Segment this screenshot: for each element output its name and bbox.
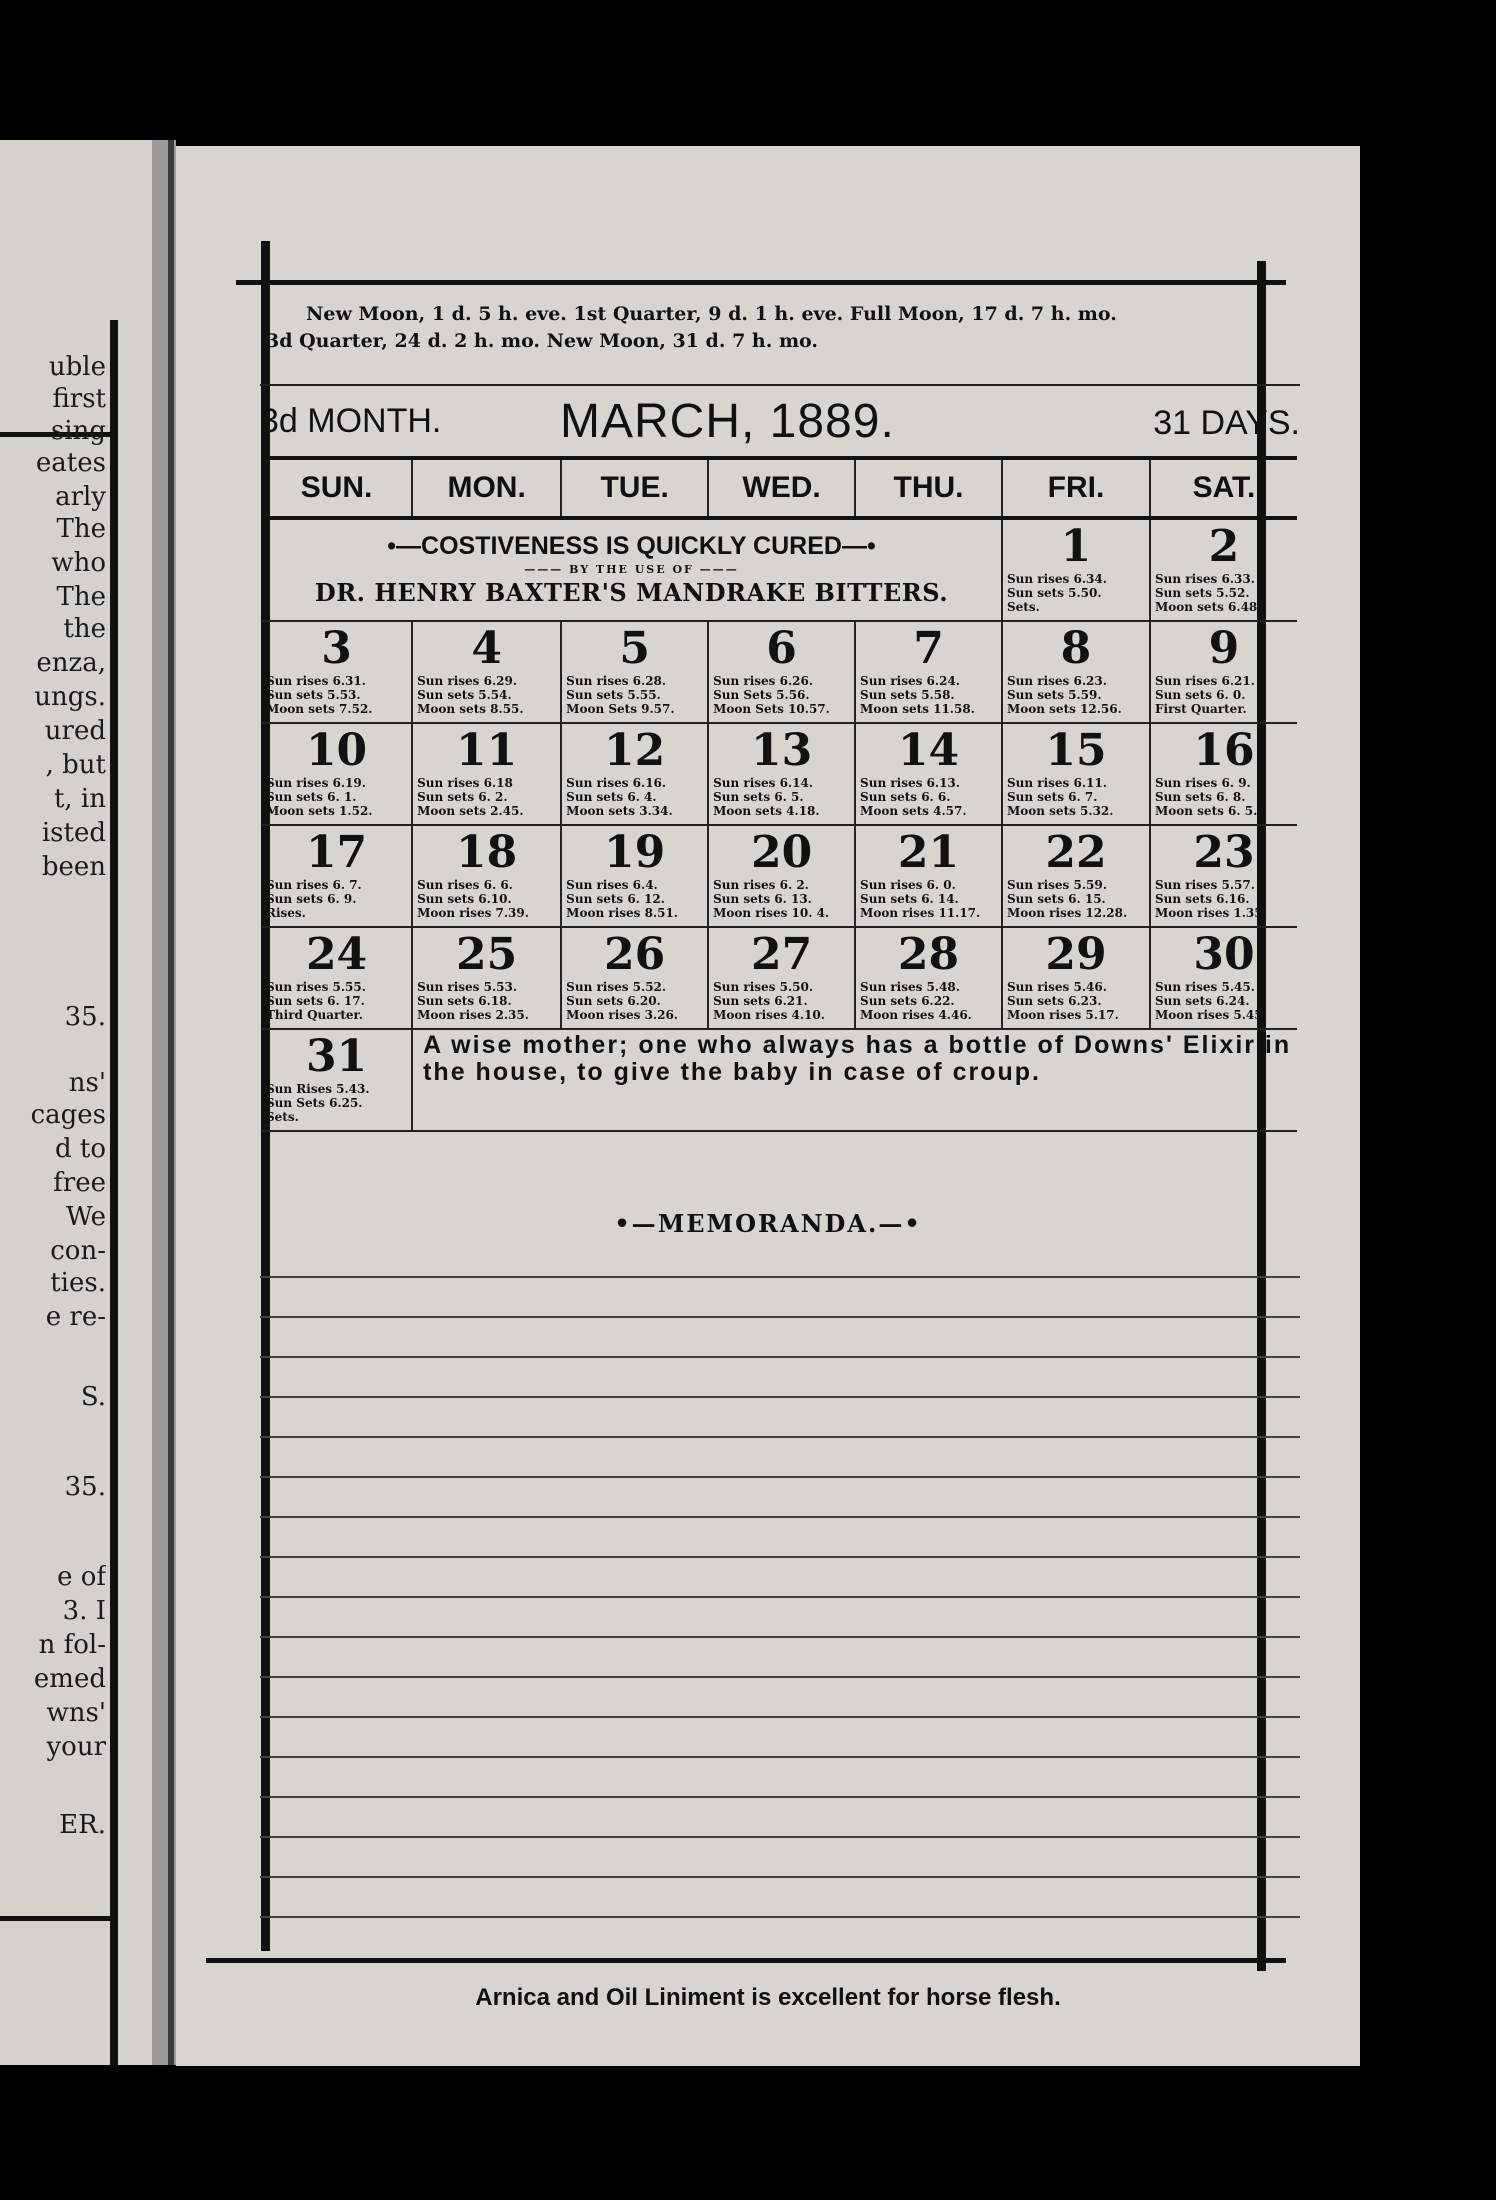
moon-phases	[266, 301, 1296, 355]
month-days-count: 31 DAYS.	[1153, 404, 1300, 442]
sunrise-text: Sun rises 6.34.	[1006, 572, 1107, 586]
day-number: 13	[750, 725, 813, 776]
moon-text: Moon sets 2.45.	[417, 804, 524, 818]
sunrise-text: Sun rises 6.24.	[860, 674, 960, 688]
day-cell	[1150, 825, 1297, 927]
sunrise-text: Sun rises 5.45.	[1154, 980, 1255, 994]
sunrise-text: Sun rises 6.13.	[860, 776, 960, 790]
left-page-fragment-line: , but	[45, 750, 106, 780]
memoranda-rule	[260, 1596, 1300, 1598]
sunset-text: Sun sets 6.22.	[860, 994, 955, 1008]
day-cell	[855, 927, 1002, 1029]
day-cell	[1150, 621, 1297, 723]
sunrise-text: Sun rises 6.33.	[1154, 572, 1255, 586]
sunset-text: Sun sets 5.54.	[417, 688, 512, 702]
left-page-fragment-line: 35.	[64, 1472, 106, 1502]
sunset-text: Sun sets 6. 6.	[860, 790, 951, 804]
month-title: MARCH, 1889.	[560, 395, 895, 448]
almanac-page	[176, 146, 1360, 2066]
weekday-sat: SAT.	[1150, 458, 1297, 518]
sunrise-text: Sun rises 6.21.	[1154, 674, 1255, 688]
day-number: 16	[1193, 725, 1255, 776]
left-page-fragment-line: The	[56, 514, 106, 544]
moon-text: Sets.	[1006, 600, 1040, 614]
sunrise-text: Sun rises 6.18	[417, 776, 513, 790]
advert-headline: •—COSTIVENESS IS QUICKLY CURED—•	[387, 532, 876, 560]
sunset-text: Sun sets 6. 9.	[266, 892, 357, 906]
left-page-fragment-line: ER.	[59, 1810, 106, 1840]
left-page-fragment-line: eates	[35, 448, 106, 478]
memoranda-rule	[260, 1516, 1300, 1518]
sunrise-text: Sun rises 6. 7.	[266, 878, 362, 892]
sunrise-text: Sun rises 6. 9.	[1154, 776, 1251, 790]
left-page-fragment-line: d to	[54, 1134, 106, 1164]
sunrise-text: Sun rises 6.14.	[713, 776, 814, 790]
week-row	[262, 825, 1297, 927]
memoranda-rule	[260, 1716, 1300, 1718]
moon-text: Moon rises 7.39.	[417, 906, 529, 920]
left-page-fragment-line: 3. I	[62, 1596, 106, 1626]
moon-phases-line: New Moon, 1 d. 5 h. eve. 1st Quarter, 9 d. 1 h. eve. Full Moon, 17 d. 7 h. mo.	[306, 303, 1117, 325]
left-page-fragment-line: sing	[50, 416, 106, 446]
sunrise-text: Sun rises 5.50.	[713, 980, 814, 994]
left-page-fragment-line: cages	[30, 1100, 106, 1130]
left-page-fragment-line: 35.	[64, 1002, 106, 1032]
memoranda-heading: •—MEMORANDA.—•	[614, 1209, 922, 1238]
left-page-fragment-line: ties.	[50, 1268, 106, 1298]
advert-mandrake-bitters	[262, 518, 1002, 621]
sunset-text: Sun sets 6. 1.	[266, 790, 357, 804]
sunrise-text: Sun rises 6.19.	[266, 776, 366, 790]
memoranda-rule	[260, 1676, 1300, 1678]
day-number: 3	[321, 623, 352, 674]
left-page-fragment-line: n fol-	[38, 1630, 106, 1660]
memoranda-rule	[260, 1396, 1300, 1398]
day-cell	[412, 723, 561, 825]
sunrise-text: Sun rises 6.28.	[566, 674, 667, 688]
sunrise-text: Sun rises 6.11.	[1006, 776, 1107, 790]
day-cell	[1002, 825, 1150, 927]
day-cell	[262, 621, 412, 723]
weekday-fri: FRI.	[1002, 458, 1150, 518]
left-page-fragment-line: con-	[50, 1236, 106, 1266]
day-number: 7	[913, 623, 944, 674]
memoranda-rule	[260, 1356, 1300, 1358]
memoranda-rule	[260, 1556, 1300, 1558]
sunrise-text: Sun rises 6.31.	[266, 674, 366, 688]
moon-text: Moon Sets 10.57.	[713, 702, 830, 716]
frame-top	[236, 280, 1286, 285]
day-number: 28	[897, 929, 960, 980]
moon-text: Moon rises 5.17.	[1006, 1008, 1119, 1022]
day-number: 21	[897, 827, 960, 878]
memoranda-rule	[260, 1876, 1300, 1878]
sunrise-text: Sun rises 6.29.	[417, 674, 518, 688]
day-cell	[561, 825, 708, 927]
sunset-text: Sun sets 6. 0.	[1154, 688, 1246, 702]
day-cell	[561, 621, 708, 723]
moon-text: Third Quarter.	[266, 1008, 363, 1022]
moon-text: Moon sets 11.58.	[860, 702, 975, 716]
day-number: 23	[1193, 827, 1255, 878]
moon-phases-line: 3d Quarter, 24 d. 2 h. mo. New Moon, 31 d. 7 h. mo.	[266, 330, 819, 352]
sunrise-text: Sun rises 6. 6.	[417, 878, 513, 892]
calendar-grid	[262, 456, 1297, 1132]
memoranda-rule	[260, 1476, 1300, 1478]
day-number: 2	[1208, 521, 1240, 572]
day-number: 6	[766, 623, 797, 674]
sunset-text: Sun sets 6. 14.	[860, 892, 959, 906]
day-number: 22	[1045, 827, 1107, 878]
left-page-fragment-line: emed	[33, 1664, 106, 1694]
memoranda-rule	[260, 1916, 1300, 1918]
day-number: 20	[750, 827, 813, 878]
sunset-text: Sun sets 6.20.	[566, 994, 661, 1008]
left-page-fragment-line: who	[51, 548, 106, 578]
sunrise-text: Sun rises 5.57.	[1154, 878, 1255, 892]
sunset-text: Sun sets 5.55.	[566, 688, 661, 702]
month-header	[260, 396, 1300, 458]
left-page-fragment	[0, 140, 152, 2065]
day-cell	[412, 825, 561, 927]
day-number: 31	[305, 1031, 368, 1082]
day-number: 8	[1060, 623, 1092, 674]
sunrise-text: Sun rises 6. 2.	[713, 878, 809, 892]
day-number: 9	[1208, 623, 1240, 674]
moon-text: Moon sets 3.34.	[566, 804, 673, 818]
day-number: 4	[471, 623, 502, 674]
day-cell	[1002, 518, 1150, 621]
day-cell	[1002, 927, 1150, 1029]
sunset-text: Sun sets 6.23.	[1006, 994, 1102, 1008]
moon-text: Moon sets 6.48.	[1154, 600, 1262, 614]
day-cell	[708, 825, 855, 927]
day-cell	[412, 621, 561, 723]
divider	[260, 384, 1300, 386]
day-cell	[1150, 518, 1297, 621]
sunset-text: Sun sets 6. 17.	[266, 994, 365, 1008]
left-page-fragment-line: e re-	[45, 1302, 106, 1332]
frame-bottom	[206, 1958, 1286, 1963]
day-cell	[412, 927, 561, 1029]
sunset-text: Sun sets 6. 12.	[566, 892, 665, 906]
left-page-fragment-line: been	[41, 852, 106, 882]
day-number: 30	[1193, 929, 1255, 980]
sunrise-text: Sun rises 6. 0.	[860, 878, 956, 892]
sunset-text: Sun sets 6.24.	[1154, 994, 1250, 1008]
moon-text: Moon rises 1.35.	[1154, 906, 1267, 920]
left-page-fragment-line: ns'	[68, 1068, 106, 1098]
day-number: 19	[604, 827, 666, 878]
left-page-fragment-line: arly	[55, 482, 106, 512]
memoranda-rule	[260, 1316, 1300, 1318]
week-row	[262, 723, 1297, 825]
day-cell	[708, 723, 855, 825]
day-cell	[262, 723, 412, 825]
day-cell	[561, 927, 708, 1029]
day-number: 11	[456, 725, 518, 776]
day-cell	[1002, 723, 1150, 825]
moon-text: Rises.	[266, 906, 306, 920]
left-page-fragment-line: We	[66, 1202, 106, 1232]
sunset-text: Sun sets 6.21.	[713, 994, 808, 1008]
moon-text: Moon rises 5.45.	[1154, 1008, 1267, 1022]
memoranda-rule	[260, 1276, 1300, 1278]
weekday-thu: THU.	[855, 458, 1002, 518]
moon-text: Moon sets 1.52.	[266, 804, 373, 818]
page-gutter-line	[168, 140, 174, 2065]
left-page-fragment-line: wns'	[46, 1698, 106, 1728]
week-row	[262, 621, 1297, 723]
sunset-text: Sun sets 5.52.	[1154, 586, 1250, 600]
sunrise-text: Sun rises 6.16.	[566, 776, 667, 790]
day-number: 10	[305, 725, 368, 776]
weekday-wed: WED.	[708, 458, 855, 518]
day-cell	[1150, 927, 1297, 1029]
moon-text: Moon sets 5.32.	[1006, 804, 1114, 818]
moon-text: Moon sets 7.52.	[266, 702, 373, 716]
sunrise-text: Sun rises 6.26.	[713, 674, 814, 688]
left-page-fragment-line: first	[52, 384, 106, 414]
day-cell	[1150, 723, 1297, 825]
day-cell	[708, 927, 855, 1029]
moon-text: Moon rises 10. 4.	[713, 906, 830, 920]
sunset-text: Sun Sets 6.25.	[266, 1096, 363, 1110]
moon-text: Moon rises 12.28.	[1006, 906, 1128, 920]
sunrise-text: Sun rises 5.46.	[1006, 980, 1107, 994]
sunrise-text: Sun rises 5.59.	[1006, 878, 1107, 892]
sunset-text: Sun sets 6.18.	[417, 994, 512, 1008]
day-number: 5	[619, 623, 650, 674]
day-number: 1	[1060, 521, 1092, 572]
left-page-fragment-line: ungs.	[34, 682, 106, 712]
weekday-mon: MON.	[412, 458, 561, 518]
moon-text: Moon rises 4.10.	[713, 1008, 825, 1022]
sunset-text: Sun sets 6. 4.	[566, 790, 657, 804]
day-number: 14	[897, 725, 960, 776]
sunset-text: Sun sets 6. 5.	[713, 790, 804, 804]
sunrise-text: Sun rises 5.53.	[417, 980, 518, 994]
memoranda-rule	[260, 1436, 1300, 1438]
left-page-fragment-line: The	[56, 582, 106, 612]
day-cell	[262, 927, 412, 1029]
day-cell	[262, 825, 412, 927]
left-page-fragment-line: S.	[80, 1382, 106, 1412]
sunset-text: Sun sets 6.16.	[1154, 892, 1250, 906]
moon-text: Moon sets 4.18.	[713, 804, 820, 818]
week-row	[262, 927, 1297, 1029]
left-page-rule	[110, 320, 118, 2065]
day-cell	[708, 621, 855, 723]
day-number: 24	[305, 929, 368, 980]
sunset-text: Sun sets 6. 13.	[713, 892, 812, 906]
day-number: 26	[604, 929, 666, 980]
moon-text: Moon rises 3.26.	[566, 1008, 678, 1022]
memoranda-rule	[260, 1796, 1300, 1798]
week-row	[262, 1029, 1297, 1131]
sunrise-text: Sun Rises 5.43.	[266, 1082, 370, 1096]
memoranda-rule	[260, 1756, 1300, 1758]
day-cell	[855, 621, 1002, 723]
day-number: 18	[456, 827, 518, 878]
weekday-sun: SUN.	[262, 458, 412, 518]
sunset-text: Sun sets 6. 15.	[1006, 892, 1106, 906]
day-number: 15	[1045, 725, 1107, 776]
day-cell	[855, 825, 1002, 927]
moon-text: Moon rises 2.35.	[417, 1008, 529, 1022]
left-page-fragment-line: e of	[57, 1562, 106, 1592]
sunrise-text: Sun rises 6.23.	[1006, 674, 1107, 688]
sunset-text: Sun Sets 5.56.	[713, 688, 810, 702]
moon-text: First Quarter.	[1154, 702, 1247, 716]
sunrise-text: Sun rises 6.4.	[566, 878, 658, 892]
left-page-fragment-line: your	[46, 1732, 106, 1762]
day-cell	[262, 1029, 412, 1131]
moon-text: Moon rises 8.51.	[566, 906, 678, 920]
sunset-text: Sun sets 6. 2.	[417, 790, 508, 804]
left-page-fragment-line: t, in	[53, 784, 106, 814]
weekday-header-row	[262, 458, 1297, 518]
day-cell	[1002, 621, 1150, 723]
sunset-text: Sun sets 5.58.	[860, 688, 955, 702]
memoranda-rule	[260, 1836, 1300, 1838]
left-page-divider	[0, 1916, 118, 1921]
sunset-text: Sun sets 5.59.	[1006, 688, 1102, 702]
moon-text: Moon Sets 9.57.	[566, 702, 675, 716]
sunrise-text: Sun rises 5.48.	[860, 980, 960, 994]
day-number: 29	[1045, 929, 1107, 980]
left-page-fragment-line: ured	[44, 716, 106, 746]
moon-text: Moon rises 4.46.	[860, 1008, 972, 1022]
day-cell	[855, 723, 1002, 825]
footer-advert: Arnica and Oil Liniment is excellent for horse flesh.	[475, 1984, 1061, 2011]
moon-text: Moon sets 6. 5.	[1154, 804, 1258, 818]
day-number: 27	[750, 929, 813, 980]
day-number: 12	[604, 725, 666, 776]
left-page-fragment-line: enza,	[36, 648, 106, 678]
moon-text: Moon rises 11.17.	[860, 906, 981, 920]
day-cell	[561, 723, 708, 825]
advert-subline: ——— BY THE USE OF ———	[524, 563, 739, 576]
advert-product: DR. HENRY BAXTER'S MANDRAKE BITTERS.	[314, 578, 949, 607]
sunset-text: Sun sets 6.10.	[417, 892, 512, 906]
memoranda-rule	[260, 1636, 1300, 1638]
week-row	[262, 518, 1297, 621]
moon-text: Moon sets 12.56.	[1006, 702, 1122, 716]
left-page-fragment-line: uble	[48, 352, 106, 382]
moon-text: Sets.	[266, 1110, 299, 1124]
sunset-text: Sun sets 6. 7.	[1006, 790, 1098, 804]
left-page-fragment-line: the	[63, 614, 106, 644]
sunrise-text: Sun rises 5.55.	[266, 980, 366, 994]
sunset-text: Sun sets 5.50.	[1006, 586, 1102, 600]
sunset-text: Sun sets 5.53.	[266, 688, 361, 702]
weekday-tue: TUE.	[561, 458, 708, 518]
month-number: 3d MONTH.	[260, 402, 442, 440]
day-number: 25	[456, 929, 518, 980]
sunset-text: Sun sets 6. 8.	[1154, 790, 1246, 804]
left-page-fragment-line: free	[53, 1168, 106, 1198]
advert-downs-elixir: A wise mother; one who always has a bottle of Downs' Elixir in the house, to give the baby in case of croup.	[412, 1029, 1297, 1131]
sunrise-text: Sun rises 5.52.	[566, 980, 667, 994]
day-number: 17	[305, 827, 368, 878]
left-page-fragment-line: isted	[41, 818, 106, 848]
moon-text: Moon sets 8.55.	[417, 702, 524, 716]
moon-text: Moon sets 4.57.	[860, 804, 967, 818]
